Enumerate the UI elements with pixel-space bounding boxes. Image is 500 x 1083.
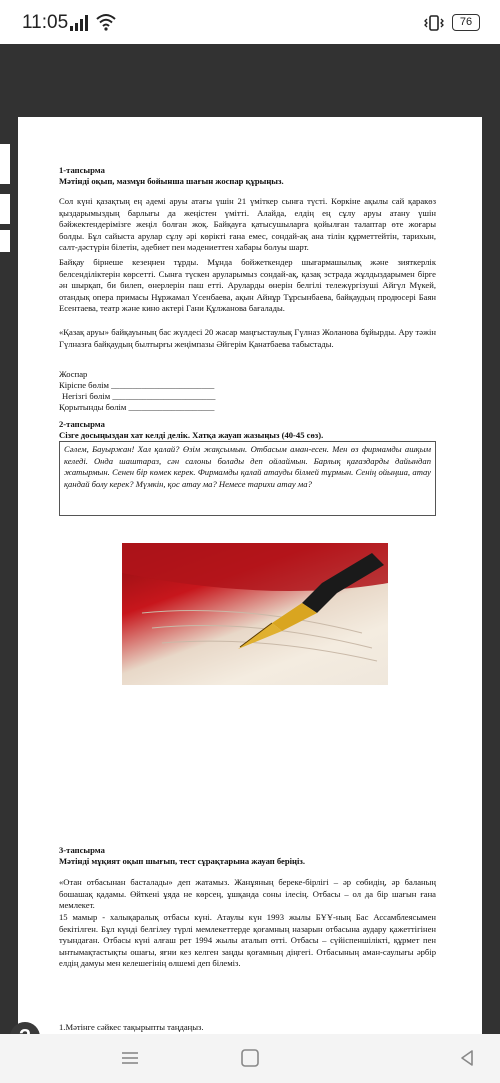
menu-icon[interactable] <box>120 1048 140 1068</box>
fountain-pen-icon <box>122 543 388 685</box>
task1-paragraph-3: «Қазақ аруы» байқауының бас жүлдесі 20 жасар маңғыстаулық Гүлназ Жоланова бұйырды. Ару тәжін Гүлназға байқаудың былтырғы жеңімпазы Әйгерім Қанатбаева табыстады. <box>59 327 436 349</box>
test-question: 1.Мәтінге сәйкес тақырыпты таңдаңыз. <box>59 1022 204 1032</box>
document-page-1 <box>18 117 482 812</box>
home-icon[interactable] <box>240 1048 260 1068</box>
task3-paragraph-2: 15 мамыр - халықаралық отбасы күні. Атаулы күн 1993 жылы БҰҰ-ның Бас Ассамблеясымен бекітілген. Бұл күнді белгілеу түрлі мемлекеттерде қоғамның назарын отбасына аудару қажеттігінен туындаған. Отбасы күні алғаш рет 1994 жылы аталып өтті. Отбасы – сүйіспеншілікті, құрмет пен ынтымақтастықты ошағы, яғни кез келген заңды қоғамның діңгегі. Отбасының аман-саулығы әрбір елдің дамуы мен келешегінің өлшемі деп білеміз. <box>59 912 436 969</box>
previous-page-edge <box>0 194 10 224</box>
task3-paragraph-1: «Отан отбасынан басталады» деп жатамыз. Жанұяның береке-бірлігі – әр сөбидің, әр баланың бошашақ қадамы. Өйткені ұяда не көрсең, ұшқанда соны ілесің. Отбасы – ол да бір шағын ғана мемлекет. <box>59 877 436 911</box>
vibrate-icon <box>424 15 444 31</box>
task2-title: 2-тапсырма <box>59 419 105 429</box>
signal-icon <box>70 15 92 31</box>
previous-page-edge <box>0 144 10 184</box>
plan-item: Қорытынды бөлім ____________________ <box>59 402 215 412</box>
task1-instruction: Мәтінді оқып, мазмұн бойынша шағын жоспар құрыңыз. <box>59 176 284 186</box>
task2-instruction: Сізге досыңыздан хат келді делік. Хатқа жауап жазыңыз (40-45 сөз). <box>59 430 324 440</box>
fountain-pen-photo <box>122 543 388 685</box>
document-viewer[interactable] <box>0 44 500 1034</box>
task1-paragraph-1: Сол күні қазақтың ең әдемі аруы атағы үшін 21 үміткер сынға түсті. Көркіне ақылы сай қаракөз қыздарымыздың барлығы да жеңістен үмітті. Алайда, елдің ең сұлу аруы атану үшін бәйжектендерімізге жеңіл болған жоқ. Байқауға қатысушыларға қойылған талаптар өте жоғары болды. Бұл сайыста арулар сұлу әрі көрікті ғана емес, сондай-ақ ана тілін құрметтейтін, тарихын, салт-дәстүрін білетін, әдебиет пен мәдениеттен хабары болуы шарт. <box>59 196 436 253</box>
task1-title: 1-тапсырма <box>59 165 105 175</box>
task1-paragraph-2: Байқау бірнеше кезеңнен тұрды. Мұнда бойжеткендер шығармашылық және зияткерлік белсенділіктерін көрсетті. Сынға түскен аруларымыз сондай-ақ, қазақ эстрада жұлдыздарымен бірге ән шырқап, би билеп, өнерлерін паш етті. Аруларды өнерін белгілі тележүргізуші Айгүл Мүкей, отандық опера примасы Нұржамал Үсенбаева, ақын Айнұр Тұрсынбаева, байқаудың продюсері Баян Есентаева, театр және кино актері Гани Құлжанова бағалады. <box>59 257 436 314</box>
wifi-icon <box>96 13 116 31</box>
navigation-bar <box>0 1034 500 1083</box>
status-bar <box>0 0 500 44</box>
previous-page-edge <box>0 230 10 252</box>
task3-title: 3-тапсырма <box>59 845 105 855</box>
plan-item: Кіріспе бөлім ________________________ <box>59 380 215 390</box>
document-page-2 <box>18 800 482 1060</box>
letter-text: Сәлем, Бауыржан! Хал қалай? Өзім жақсымын. Отбасым аман-есен. Мен өз фирмамды ашқым келеді. Онда шаштараз, сән салоны болады деп ойлаймын. Барлық қағаздарды дайындап жатырмын. Сенен бір көмек керек. Фирмамды қалай атауды білмей тұрмын. Сенің ойыңша, атау қандай болу керек? Мүмкін, қос атау ма? Немесе тарихи атау ма? <box>64 444 431 489</box>
back-icon[interactable] <box>458 1048 478 1068</box>
plan-label: Жоспар <box>59 369 88 379</box>
letter-box <box>59 441 436 516</box>
plan-item: Негізгі бөлім ________________________ <box>62 391 216 401</box>
status-time: 11:05 <box>22 12 69 33</box>
battery-icon: 76 <box>452 14 480 31</box>
task3-instruction: Мәтінді мұқият оқып шығып, тест сұрақтарына жауап беріңіз. <box>59 856 305 866</box>
